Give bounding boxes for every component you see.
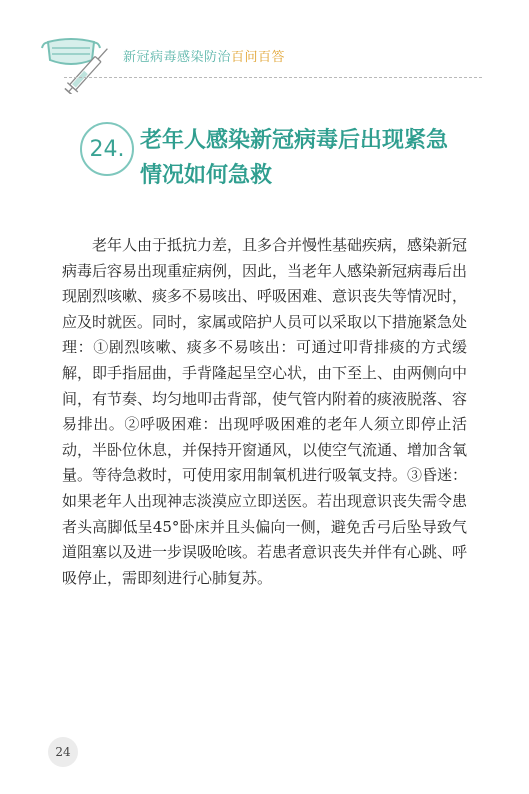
page-number: 24 <box>55 745 71 759</box>
page-number-badge <box>48 737 78 767</box>
face-mask-and-syringe-icon <box>38 34 120 94</box>
book-title-main: 新冠病毒感染防治 <box>123 50 232 65</box>
answer-paragraph: 老年人由于抵抗力差，且多合并慢性基础疾病，感染新冠病毒后容易出现重症病例，因此，当老年人感染新冠病毒后出现剧烈咳嗽、痰多不易咳出、呼吸困难、意识丧失等情况时，应及时就医。同时，家属或陪护人员可以采取以下措施紧急处理：①剧烈咳嗽、痰多不易咳出：可通过叩背排痰的方式缓解，即手指屈曲，手背隆起呈空心状，由下至上、由两侧向中间，有节奏、均匀地叩击背部，使气管内附着的痰液脱落、容易排出。②呼吸困难：出现呼吸困难的老年人须立即停止活动，半卧位休息，并保持开窗通风，以使空气流通、增加含氧量。等待急救时，可使用家用制氧机进行吸氧支持。③昏迷：如果老年人出现神志淡漠应立即送医。若出现意识丧失需令患者头高脚低呈45°卧床并且头偏向一侧，避免舌弓后坠导致气道阻塞以及进一步误吸呛咳。若患者意识丧失并伴有心跳、呼吸停止，需即刻进行心肺复苏。 <box>62 236 468 587</box>
book-title <box>123 46 285 65</box>
page-header <box>0 0 529 90</box>
question-number-badge <box>80 122 134 176</box>
question-title: 老年人感染新冠病毒后出现紧急情况如何急救 <box>140 128 449 188</box>
header-divider <box>64 77 482 78</box>
book-title-accent: 百问百答 <box>231 50 286 65</box>
question-number: 24. <box>89 136 125 162</box>
